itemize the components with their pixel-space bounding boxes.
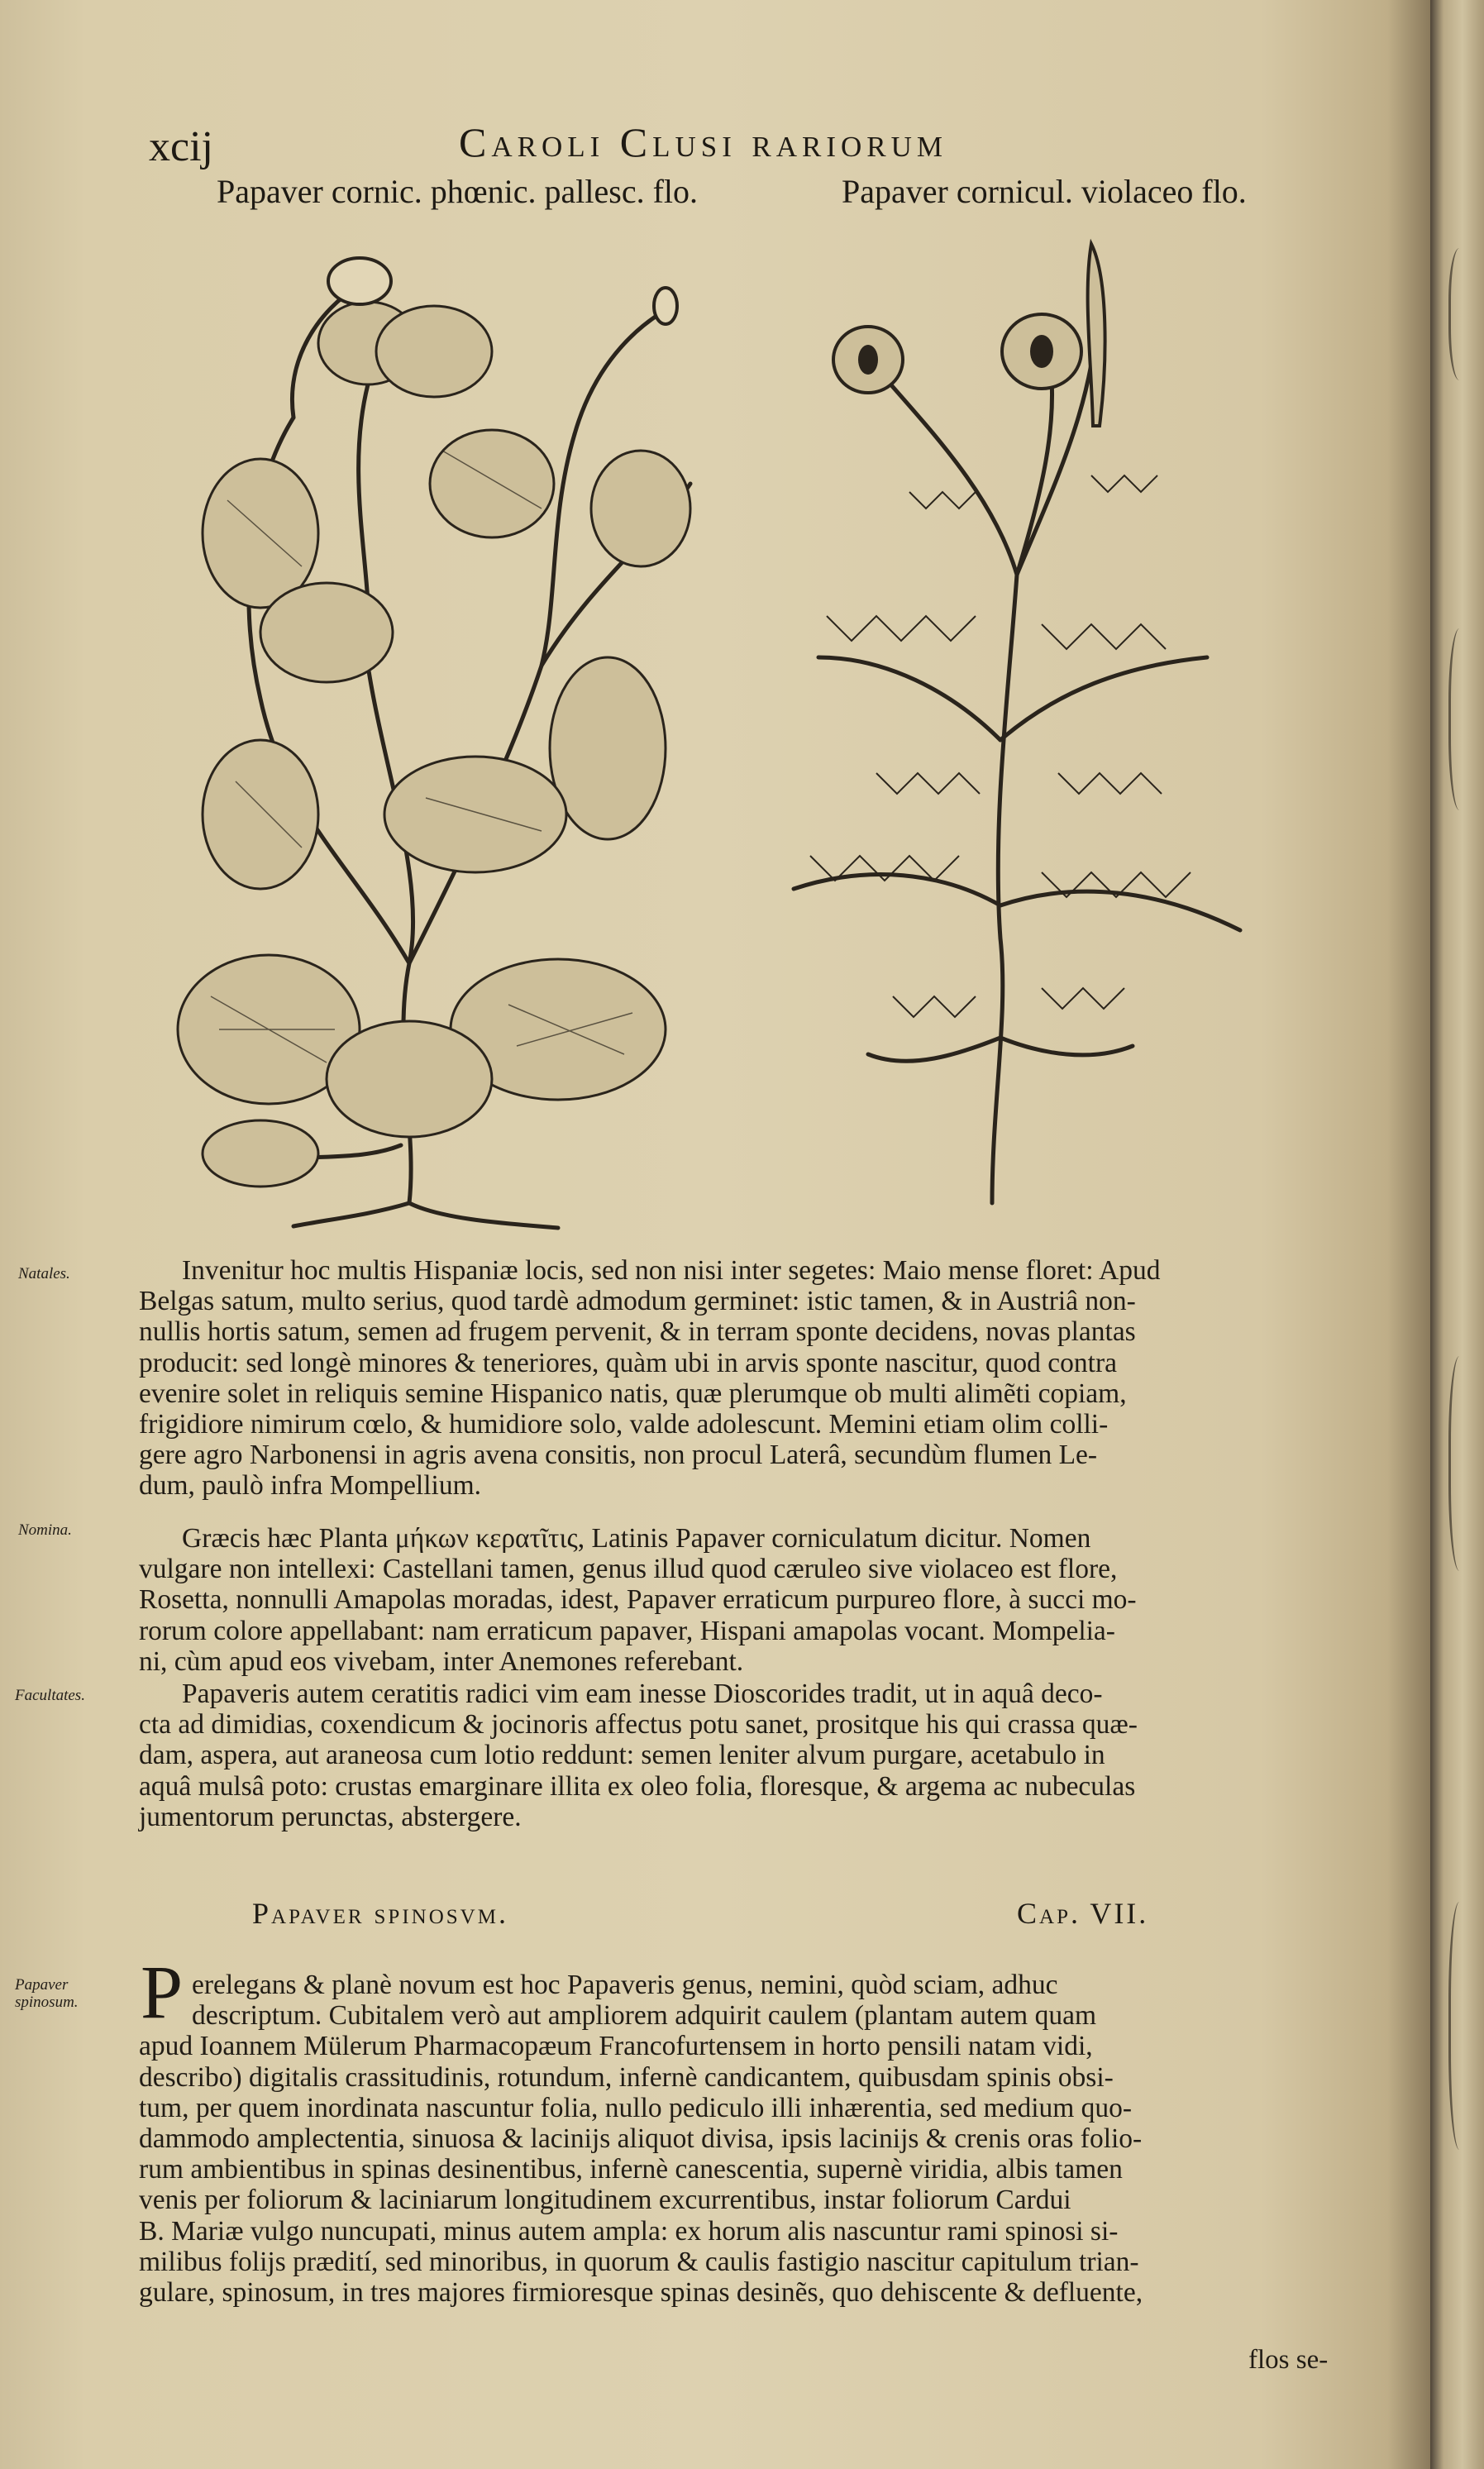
text-line: aquâ mulsâ poto: crustas emarginare illita ex oleo folia, floresque, & argema ac nubeculas [139,1770,1136,1802]
paragraph-papaver-spinosum [139,1970,1143,2308]
chapter-title: Papaver spinosvm. [252,1897,508,1930]
paragraph-nomina [139,1523,1137,1677]
text-line: Græcis hæc Planta μήκων κερατῖτις, Latinis Papaver corniculatum dicitur. Nomen [182,1523,1091,1554]
text-line: dammodo amplectentia, sinuosa & lacinijs aliquot divisa, ipsis lacinijs & crenis oras folio- [139,2123,1143,2154]
text-line: Rosetta, nonnulli Amapolas moradas, idest, Papaver erraticum purpureo flore, à succi mo- [139,1584,1137,1616]
text-line: venis per foliorum & laciniarum longitudinem excurrentibus, instar foliorum Cardui [139,2185,1071,2216]
text-line: milibus folijs prædití, sed minoribus, in quorum & caulis fastigio nascitur capitulum trian- [139,2246,1139,2277]
catchword: flos se- [1248,2345,1329,2375]
woodcut-illustration-right [744,227,1273,1220]
text-line: rum ambientibus in spinas desinentibus, infernè canescentia, supernè viridia, albis tamen [139,2154,1123,2185]
drop-capital: P [141,1950,184,2034]
figure-caption-left: Papaver cornic. phœnic. pallesc. flo. [217,173,699,210]
text-line: ni, cùm apud eos vivebam, inter Anemones referebant. [139,1645,744,1677]
figure-caption-right: Papaver cornicul. violaceo flo. [842,173,1247,210]
text-line: gere agro Narbonensi in agris avena consitis, non procul Laterâ, secundùm flumen Le- [139,1440,1098,1471]
text-line: frigidiore nimirum cœlo, & humidiore solo, valde adolescunt. Memini etiam olim colli- [139,1408,1109,1440]
chapter-number: Cap. VII. [1017,1897,1149,1930]
text-line: Papaveris autem ceratitis radici vim eam inesse Dioscorides tradit, ut in aquâ deco- [182,1679,1103,1709]
margin-note-facultates: Facultates. [15,1687,85,1704]
paragraph-facultates [139,1679,1138,1832]
text-line: describo) digitalis crassitudinis, rotundum, infernè candicantem, quibusdam spinis obsi- [139,2061,1114,2093]
running-head: Caroli Clusi rariorum [459,119,948,165]
facing-page-illustration-fragment [1448,1356,1476,1571]
text-line: jumentorum perunctas, abstergere. [139,1801,522,1832]
text-line: gulare, spinosum, in tres majores firmioresque spinas desinẽs, quo dehiscente & defluente, [139,2276,1143,2308]
text-line: vulgare non intellexi: Castellani tamen, genus illud quod cæruleo sive violaceo est flore, [139,1554,1118,1585]
text-line: evenire solet in reliquis semine Hispanico natis, quæ plerumque ob multi alimẽti copiam, [139,1378,1127,1409]
text-line: rorum colore appellabant: nam erraticum papaver, Hispani amapolas vocant. Mompelia- [139,1615,1115,1646]
paragraph-natales [139,1255,1161,1502]
woodcut-illustration-left [161,236,723,1236]
text-line: dam, aspera, aut araneosa cum lotio reddunt: semen leniter alvum purgare, acetabulo in [139,1740,1105,1771]
margin-note-nomina: Nomina. [18,1521,72,1539]
text-line: Belgas satum, multo serius, quod tardè admodum germinet: istic tamen, & in Austriâ non- [139,1286,1136,1317]
text-line: tum, per quem inordinata nascuntur folia, nullo pediculo illi inhærentia, sed medium quo- [139,2092,1133,2123]
facing-page-illustration-fragment [1448,248,1476,380]
folio-number: xcij [149,123,213,170]
text-line: B. Mariæ vulgo nuncupati, minus autem ampla: ex horum alis nascuntur rami spinosi si- [139,2215,1119,2247]
text-line: producit: sed longè minores & teneriores, quàm ubi in arvis sponte nascitur, quod contra [139,1347,1117,1378]
text-line: descriptum. Cubitalem verò aut ampliorem adquirit caulem (plantam autem quam [192,2000,1097,2032]
facing-page-illustration-fragment [1448,1902,1476,2150]
margin-note-papaver-spinosum: Papaver spinosum. [15,1976,79,2011]
margin-note-natales: Natales. [18,1265,70,1282]
text-line: dum, paulò infra Mompellium. [139,1470,482,1502]
text-line: nullis hortis satum, semen ad frugem pervenit, & in terram sponte decidens, novas plantas [139,1316,1136,1348]
text-line: Invenitur hoc multis Hispaniæ locis, sed non nisi inter segetes: Maio mense floret: Apud [182,1255,1161,1286]
text-line: erelegans & planè novum est hoc Papaveris genus, nemini, quòd sciam, adhuc [192,1970,1058,2000]
text-line: cta ad dimidias, coxendicum & jocinoris affectus potu sanet, prositque his qui crassa quæ- [139,1709,1138,1741]
facing-page-illustration-fragment [1448,628,1476,810]
text-line: apud Ioannem Mülerum Pharmacopæum Francofurtensem in horto pensili natam vidi, [139,2031,1093,2062]
